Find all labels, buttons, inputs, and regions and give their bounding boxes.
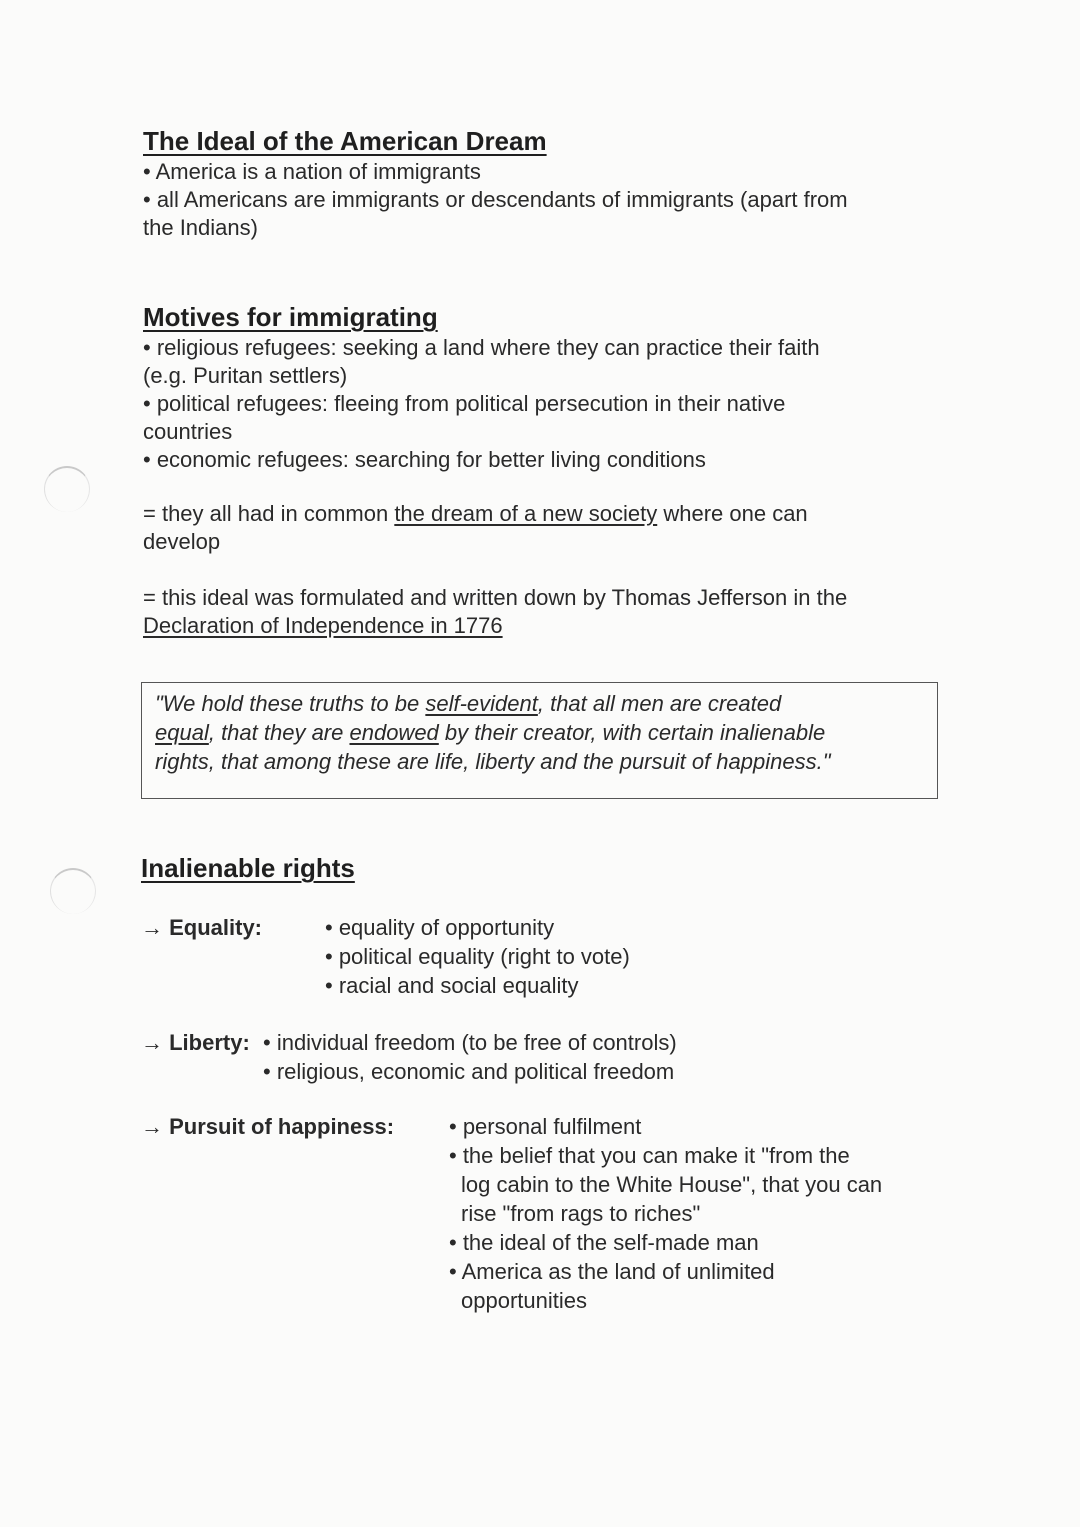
quote-text: , that all men are created (537, 691, 782, 716)
list-item: • personal fulfilment (449, 1114, 642, 1139)
summary-common-dream-line1 (143, 500, 943, 528)
heading-motives: Motives for immigrating (143, 302, 438, 332)
summary-common-dream-line2: develop (143, 529, 221, 554)
document-body (143, 124, 943, 1315)
label-pursuit-of-happiness: → Pursuit of happiness: (141, 1114, 395, 1139)
list-item: • racial and social equality (325, 973, 579, 998)
list-item: • individual freedom (to be free of controls) (263, 1030, 677, 1055)
quote-text: by their creator, with certain inalienable (438, 720, 826, 745)
happiness-list (449, 1112, 882, 1315)
bullet-nation-of-immigrants: • America is a nation of immigrants (143, 159, 481, 184)
quote-line3: rights, that among these are life, liberty and the pursuit of happiness." (155, 749, 831, 774)
rights-equality (141, 913, 943, 1000)
label-equality: → Equality: (141, 915, 263, 940)
list-item: log cabin to the White House", that you can (461, 1172, 883, 1197)
declaration-quote-box (141, 682, 938, 799)
quote-line2 (155, 718, 923, 747)
quote-underline-self-evident: self-evident (425, 691, 538, 716)
bullet-economic-refugees: • economic refugees: searching for better living conditions (143, 447, 706, 472)
punch-hole-lower (50, 868, 96, 914)
rights-liberty (141, 1028, 943, 1086)
summary-jefferson-line1: = this ideal was formulated and written down by Thomas Jefferson in the (143, 585, 848, 610)
summary-jefferson (143, 584, 943, 640)
heading-american-dream: The Ideal of the American Dream (143, 126, 547, 156)
quote-underline-endowed: endowed (349, 720, 439, 745)
bullet-religious-refugees: • religious refugees: seeking a land where they can practice their faith (143, 335, 820, 360)
quote-text: , that they are (208, 720, 350, 745)
underlined-dream: the dream of a new society (394, 501, 658, 526)
list-item: • equality of opportunity (325, 915, 555, 940)
quote-line1 (155, 689, 923, 718)
heading-inalienable-rights: Inalienable rights (141, 853, 355, 883)
list-item: • religious, economic and political freedom (263, 1059, 675, 1084)
label-liberty: → Liberty: (141, 1030, 250, 1055)
list-item: rise "from rags to riches" (461, 1201, 701, 1226)
summary-text: where one can (657, 501, 808, 526)
underlined-declaration: Declaration of Independence in 1776 (143, 613, 503, 638)
list-item: • political equality (right to vote) (325, 944, 630, 969)
bullet-all-americans-cont: the Indians) (143, 215, 258, 240)
bullet-political-refugees-cont: countries (143, 419, 233, 444)
bullet-all-americans: • all Americans are immigrants or descendants of immigrants (apart from (143, 187, 848, 212)
list-item: • the ideal of the self-made man (449, 1230, 759, 1255)
liberty-list (263, 1028, 677, 1086)
list-item: • the belief that you can make it "from the (449, 1143, 850, 1168)
quote-underline-equal: equal (155, 720, 209, 745)
quote-text: "We hold these truths to be (155, 691, 426, 716)
rights-happiness (141, 1112, 943, 1315)
bullet-religious-refugees-cont: (e.g. Puritan settlers) (143, 363, 348, 388)
equality-list (325, 913, 630, 1000)
bullet-political-refugees: • political refugees: fleeing from political persecution in their native (143, 391, 786, 416)
summary-text: = they all had in common (143, 501, 395, 526)
punch-hole-upper (44, 466, 90, 512)
list-item: opportunities (461, 1288, 587, 1313)
list-item: • America as the land of unlimited (449, 1259, 775, 1284)
summary-common-dream (143, 500, 943, 556)
